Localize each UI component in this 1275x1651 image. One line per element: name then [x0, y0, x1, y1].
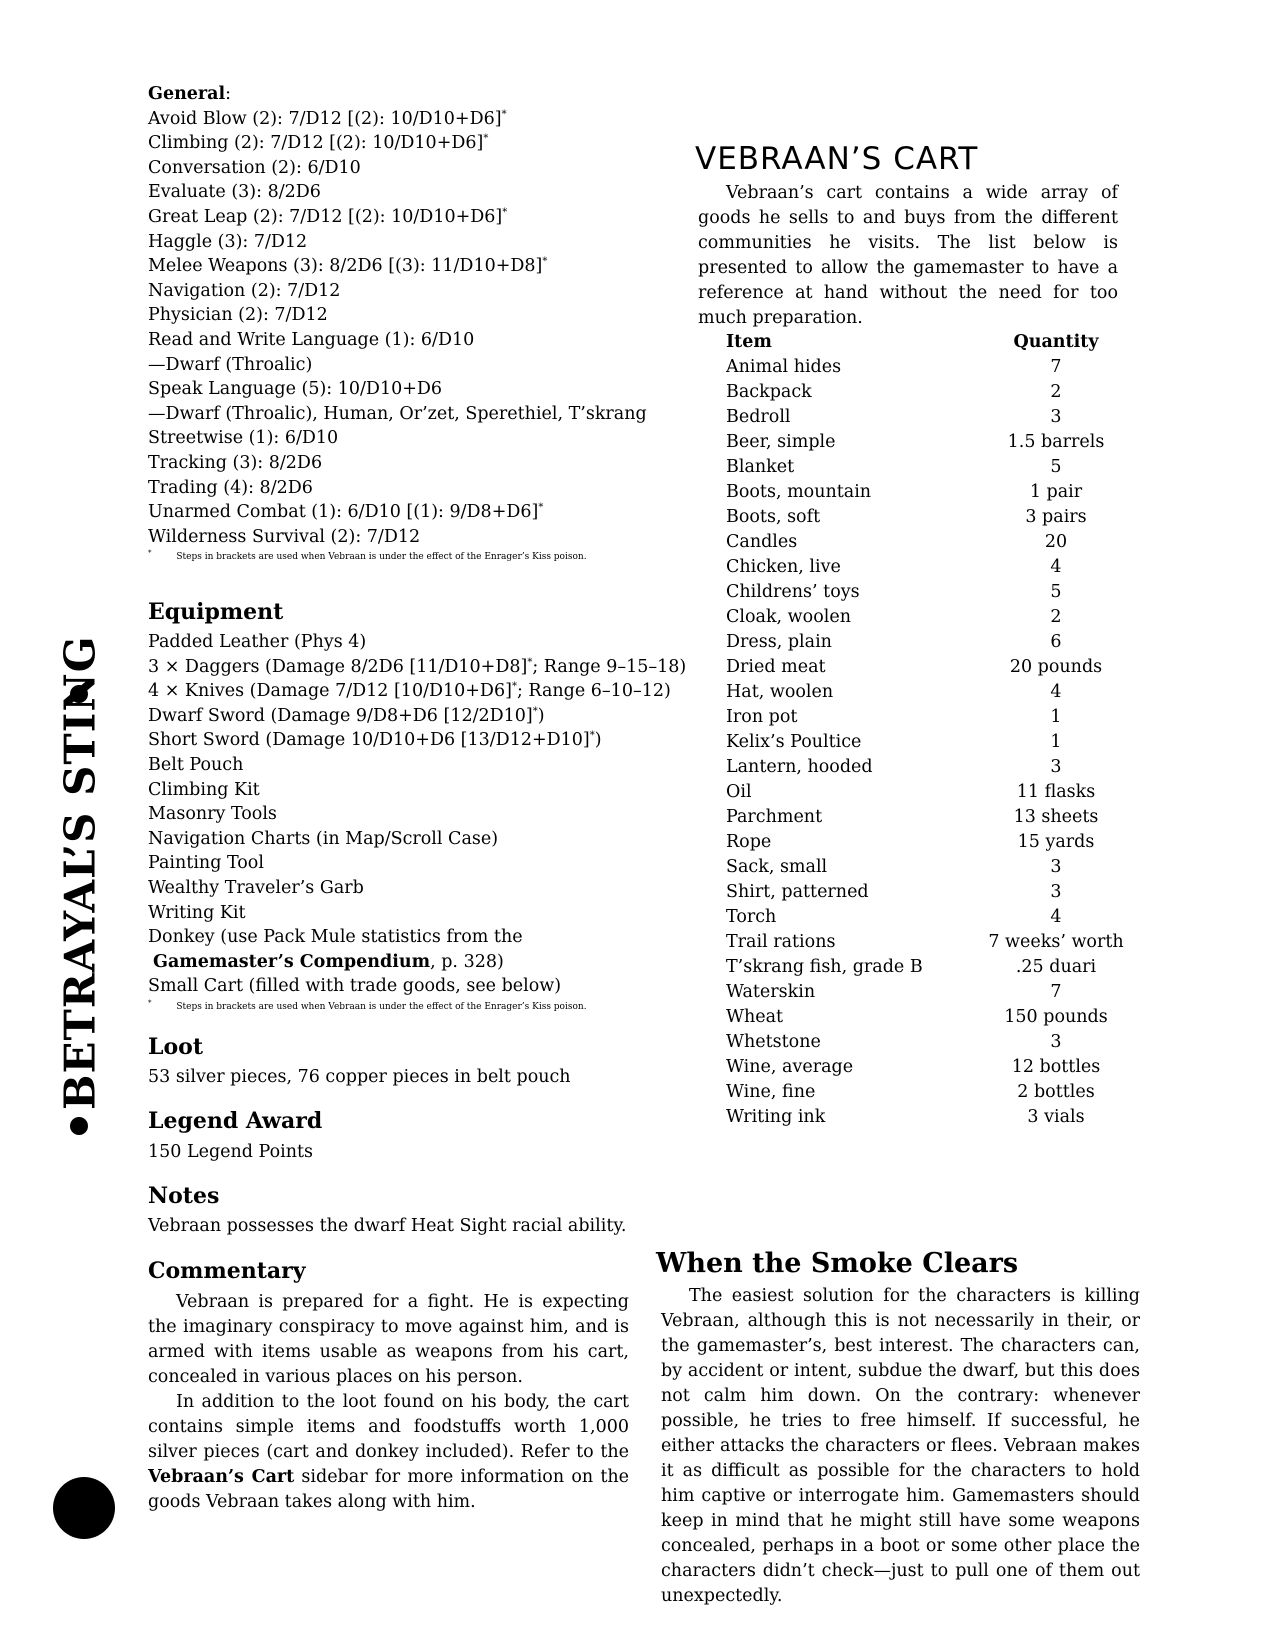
table-row: [726, 605, 1142, 630]
cart-item-quantity: 3: [1050, 857, 1062, 877]
cart-item-name: Boots, mountain: [726, 482, 872, 502]
commentary-heading: Commentary: [148, 1258, 306, 1284]
cart-item-quantity: 20 pounds: [1009, 657, 1103, 677]
skill-line: Conversation (2): 6/D10: [148, 157, 361, 178]
table-row: [726, 380, 1142, 405]
cart-item-name: Chicken, live: [726, 557, 841, 577]
cart-item-name: Oil: [726, 782, 752, 802]
equipment-item: Small Cart (filled with trade goods, see below): [148, 976, 562, 997]
cart-item-name: Dress, plain: [726, 632, 832, 652]
general-section: [148, 82, 647, 563]
cart-item-quantity: .25 duari: [1015, 957, 1097, 977]
table-row: [726, 880, 1142, 905]
cart-item-name: Dried meat: [726, 657, 826, 677]
equipment-item: Short Sword (Damage 10/D10+D6 [13/D12+D10]*): [148, 730, 602, 751]
cart-item-quantity: 15 yards: [1017, 832, 1095, 852]
table-row: [726, 580, 1142, 605]
cart-item-name: Trail rations: [726, 932, 836, 952]
table-row: [726, 980, 1142, 1005]
skill-line: Navigation (2): 7/D12: [148, 280, 341, 301]
cart-item-name: Rope: [726, 832, 772, 852]
cart-item-quantity: 1.5 barrels: [1007, 432, 1105, 452]
cart-item-name: Writing ink: [726, 1107, 826, 1127]
loot-text: 53 silver pieces, 76 copper pieces in belt pouch: [148, 1067, 571, 1087]
table-row: [726, 480, 1142, 505]
skill-line: Climbing (2): 7/D12 [(2): 10/D10+D6]*: [148, 133, 489, 154]
cart-item-quantity: 4: [1050, 907, 1062, 927]
notes-text: Vebraan possesses the dwarf Heat Sight racial ability.: [148, 1216, 627, 1236]
column-header-quantity: Quantity: [1013, 332, 1099, 352]
table-row: [726, 905, 1142, 930]
cart-item-quantity: 6: [1050, 632, 1062, 652]
skill-line: Evaluate (3): 8/2D6: [148, 182, 321, 203]
chapter-tab: [55, 635, 105, 1135]
skill-line: Physician (2): 7/D12: [148, 305, 328, 326]
cart-item-quantity: 7: [1050, 982, 1062, 1002]
equipment-item: Dwarf Sword (Damage 9/D8+D6 [12/2D10]*): [148, 705, 545, 726]
cart-item-name: Parchment: [726, 807, 823, 827]
table-row: [726, 755, 1142, 780]
equipment-item: Navigation Charts (in Map/Scroll Case): [148, 828, 499, 849]
commentary-paragraph: In addition to the loot found on his body, the cart contains simple items and foodstuffs worth 1,000 silver pieces (cart and donkey included). Refer to the Vebraan’s Cart sidebar for more information on the goods Vebraan takes along with him.: [148, 1392, 629, 1512]
cart-item-quantity: 4: [1050, 682, 1062, 702]
table-row: [726, 955, 1142, 980]
smoke-body: The easiest solution for the characters is killing Vebraan, although this is not necessarily in their, or the gamemaster’s, best interest. The characters can, by accident or intent, subdue the dwarf, but this does not calm him down. On the contrary: whenever possible, he tries to free himself. If successful, he either attacks the characters or flees. Vebraan makes it as difficult as possible for the characters to hold him captive or interrogate him. Gamemasters should keep in mind that he might still have some weapons concealed, perhaps in a boot or some other place the characters didn’t check—just to pull one of them out unexpectedly.: [661, 1286, 1140, 1606]
skill-line: Haggle (3): 7/D12: [148, 231, 308, 252]
cart-item-quantity: 3 vials: [1027, 1107, 1085, 1127]
cart-item-name: Blanket: [726, 457, 795, 477]
equipment-item: Belt Pouch: [148, 754, 244, 775]
table-row: [726, 655, 1142, 680]
table-row: [726, 530, 1142, 555]
cart-item-name: Wine, fine: [726, 1082, 816, 1102]
column-header-item: Item: [726, 332, 772, 352]
equipment-heading: Equipment: [148, 599, 284, 625]
equipment-item: Masonry Tools: [148, 804, 277, 825]
equipment-item: Painting Tool: [148, 853, 264, 874]
cart-item-quantity: 1 pair: [1029, 482, 1083, 502]
cart-item-quantity: 7 weeks’ worth: [988, 932, 1124, 952]
cart-item-quantity: 2 bottles: [1017, 1082, 1095, 1102]
cart-item-name: Childrens’ toys: [726, 582, 860, 602]
equipment-footnote: * Steps in brackets are used when Vebraan is under the effect of the Enrager’s Kiss poison.: [148, 998, 587, 1012]
cart-item-quantity: 2: [1050, 382, 1062, 402]
cart-item-quantity: 3: [1050, 882, 1062, 902]
skills-list: [148, 107, 647, 550]
cart-item-quantity: 13 sheets: [1013, 807, 1099, 827]
table-row: [726, 455, 1142, 480]
commentary-paragraph: Vebraan is prepared for a fight. He is expecting the imaginary conspiracy to move against him, and is armed with items usable as weapons from his cart, concealed in various places on his person.: [148, 1292, 629, 1387]
table-row: [726, 430, 1142, 455]
cart-item-name: Waterskin: [726, 982, 816, 1002]
cart-table-header: [726, 330, 1142, 355]
skill-line: Trading (4): 8/2D6: [148, 477, 313, 498]
legend-award-heading: Legend Award: [148, 1108, 323, 1134]
equipment-item: 3 × Daggers (Damage 8/2D6 [11/D10+D8]*; Range 9–15–18): [148, 656, 687, 677]
cart-item-name: Lantern, hooded: [726, 757, 873, 777]
cart-item-quantity: 11 flasks: [1016, 782, 1096, 802]
cart-item-name: Wine, average: [726, 1057, 854, 1077]
equipment-section: [148, 630, 687, 1013]
equipment-item: Gamemaster’s Compendium, p. 328): [153, 951, 504, 972]
cart-item-quantity: 1: [1050, 707, 1062, 727]
table-row: [726, 1080, 1142, 1105]
cart-item-quantity: 150 pounds: [1004, 1007, 1108, 1027]
table-row: [726, 1005, 1142, 1030]
cart-item-name: T’skrang fish, grade B: [726, 957, 923, 977]
general-footnote: * Steps in brackets are used when Vebraan is under the effect of the Enrager’s Kiss poison.: [148, 549, 587, 563]
chapter-title-text: BETRAYAL’S STING: [55, 635, 105, 1110]
table-row: [726, 1030, 1142, 1055]
skill-line: —Dwarf (Throalic): [148, 354, 313, 375]
cart-item-name: Whetstone: [726, 1032, 821, 1052]
cart-item-name: Candles: [726, 532, 798, 552]
cart-item-quantity: 3: [1050, 1032, 1062, 1052]
cart-item-name: Wheat: [726, 1007, 784, 1027]
equipment-item: Writing Kit: [148, 902, 246, 923]
chapter-title: [55, 635, 105, 1110]
cart-intro: Vebraan’s cart contains a wide array of goods he sells to and buys from the different communities he visits. The list below is presented to allow the gamemaster to have a reference at hand without the need for too much preparation.: [698, 183, 1118, 328]
table-row: [726, 680, 1142, 705]
cart-item-name: Beer, simple: [726, 432, 836, 452]
page-marker-circle: [53, 1477, 115, 1539]
equipment-item: Padded Leather (Phys 4): [148, 632, 367, 652]
skill-line: Tracking (3): 8/2D6: [148, 452, 323, 473]
loot-heading: Loot: [148, 1034, 203, 1060]
skill-line: Wilderness Survival (2): 7/D12: [148, 526, 421, 547]
skill-line: Melee Weapons (3): 8/2D6 [(3): 11/D10+D8]*: [148, 256, 548, 277]
cart-item-name: Boots, soft: [726, 507, 821, 527]
notes-heading: Notes: [148, 1183, 220, 1209]
cart-item-quantity: 7: [1050, 357, 1062, 377]
cart-item-name: Backpack: [726, 382, 812, 402]
cart-item-quantity: 20: [1044, 532, 1068, 552]
general-heading: General:: [148, 84, 232, 104]
equipment-item: 4 × Knives (Damage 7/D12 [10/D10+D6]*; Range 6–10–12): [148, 681, 671, 702]
table-row: [726, 1055, 1142, 1080]
cart-item-quantity: 5: [1050, 457, 1062, 477]
skill-line: Read and Write Language (1): 6/D10: [148, 329, 475, 350]
cart-item-name: Hat, woolen: [726, 682, 834, 702]
table-row: [726, 780, 1142, 805]
cart-item-name: Cloak, woolen: [726, 607, 851, 627]
cart-item-quantity: 2: [1050, 607, 1062, 627]
commentary-body: [148, 1290, 629, 1515]
skill-line: Avoid Blow (2): 7/D12 [(2): 10/D10+D6]*: [148, 108, 507, 129]
equipment-item: Climbing Kit: [148, 779, 260, 800]
table-row: [726, 505, 1142, 530]
skill-line: Speak Language (5): 10/D10+D6: [148, 379, 443, 400]
cart-table: [726, 330, 1142, 1130]
cart-table-body: [726, 355, 1142, 1130]
cart-item-quantity: 3 pairs: [1025, 507, 1087, 527]
bullet-bottom: [70, 1117, 88, 1135]
cart-item-name: Iron pot: [726, 707, 798, 727]
cart-item-quantity: 5: [1050, 582, 1062, 602]
table-row: [726, 930, 1142, 955]
cart-item-quantity: 12 bottles: [1011, 1057, 1101, 1077]
cart-title: VEBRAAN’S CART: [695, 141, 979, 177]
table-row: [726, 630, 1142, 655]
table-row: [726, 705, 1142, 730]
cart-item-name: Sack, small: [726, 857, 828, 877]
table-row: [726, 355, 1142, 380]
skill-line: —Dwarf (Throalic), Human, Or’zet, Sperethiel, T’skrang: [148, 403, 647, 424]
cart-item-quantity: 3: [1050, 757, 1062, 777]
equipment-item: Wealthy Traveler’s Garb: [148, 877, 364, 898]
cart-item-quantity: 1: [1050, 732, 1062, 752]
legend-award-text: 150 Legend Points: [148, 1142, 314, 1162]
equipment-list: [148, 630, 687, 950]
cart-item-quantity: 4: [1050, 557, 1062, 577]
smoke-heading: When the Smoke Clears: [656, 1248, 1019, 1279]
table-row: [726, 855, 1142, 880]
table-row: [726, 730, 1142, 755]
skill-line: Unarmed Combat (1): 6/D10 [(1): 9/D8+D6]*: [148, 502, 544, 523]
cart-item-name: Bedroll: [726, 407, 791, 427]
cart-item-name: Shirt, patterned: [726, 882, 869, 902]
equipment-item: Donkey (use Pack Mule statistics from the: [148, 927, 523, 948]
skill-line: Streetwise (1): 6/D10: [148, 428, 339, 449]
table-row: [726, 1105, 1142, 1130]
cart-item-name: Kelix’s Poultice: [726, 732, 862, 752]
cart-item-name: Torch: [726, 907, 777, 927]
skill-line: Great Leap (2): 7/D12 [(2): 10/D10+D6]*: [148, 206, 508, 227]
cart-item-name: Animal hides: [726, 357, 842, 377]
cart-item-quantity: 3: [1050, 407, 1062, 427]
table-row: [726, 830, 1142, 855]
table-row: [726, 805, 1142, 830]
table-row: [726, 555, 1142, 580]
table-row: [726, 405, 1142, 430]
